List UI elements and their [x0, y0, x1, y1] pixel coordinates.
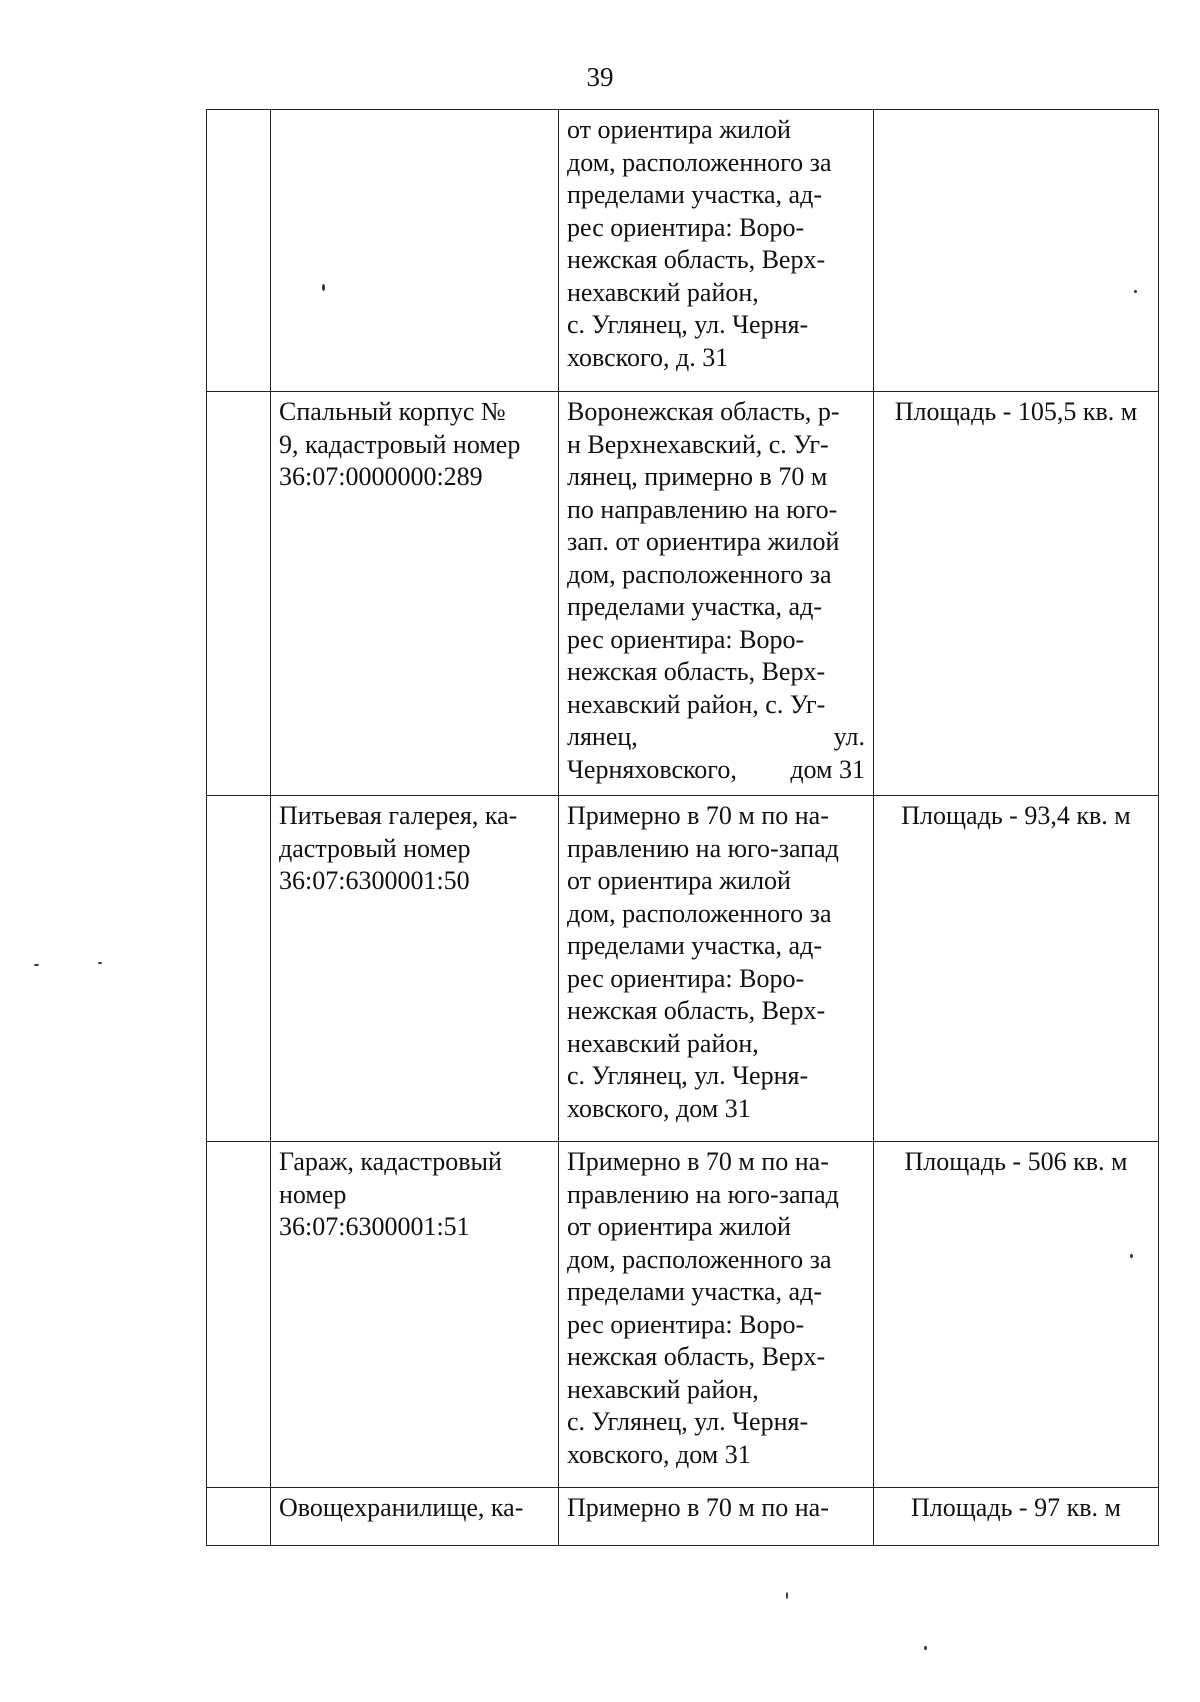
address-line: нежская область, Верх-	[567, 245, 826, 274]
address-line: нехавский район,	[567, 277, 759, 307]
cell-object-name	[271, 110, 559, 392]
address-line: правлению на юго-запад	[567, 833, 839, 863]
address-line: с. Углянец, ул. Черня-	[567, 1061, 809, 1090]
address-line: лянец, примерно в 70 м	[567, 462, 828, 491]
cell-object-name	[271, 796, 559, 1142]
property-table	[206, 109, 1159, 1546]
scan-speck	[34, 964, 39, 966]
address-line: дом, расположенного за	[567, 898, 832, 928]
cell-number	[207, 1142, 271, 1488]
address-word: лянец,	[567, 722, 638, 751]
object-name-line: 36:07:0000000:289	[279, 462, 483, 491]
object-name-line: 36:07:6300001:51	[279, 1212, 470, 1241]
address-line: Воронежская область, р-	[567, 397, 840, 426]
cell-address	[559, 1142, 874, 1488]
address-line: правлению на юго-запад	[567, 1179, 839, 1209]
address-line: дом, расположенного за	[567, 147, 832, 177]
cell-address	[559, 796, 874, 1142]
scan-speck	[1130, 1254, 1133, 1258]
address-line: от ориентира жилой	[567, 866, 791, 895]
cell-number	[207, 392, 271, 796]
address-line: пределами участка, ад-	[567, 931, 822, 960]
address-line: зап. от ориентира жилой	[567, 527, 840, 556]
address-word: дом 31	[790, 754, 865, 784]
cell-number	[207, 110, 271, 392]
scan-speck	[924, 1646, 927, 1650]
cell-address	[559, 110, 874, 392]
table-row	[207, 1488, 1159, 1546]
address-line: ховского, дом 31	[567, 1093, 751, 1123]
cell-characteristic: Площадь - 93,4 кв. м	[874, 796, 1159, 1142]
address-line	[567, 754, 865, 787]
cell-address	[559, 392, 874, 796]
cell-characteristic: Площадь - 105,5 кв. м	[874, 392, 1159, 796]
scan-speck	[322, 284, 325, 291]
address-line: нехавский район,	[567, 1374, 759, 1404]
object-name-line: номер	[279, 1179, 347, 1209]
table-row	[207, 796, 1159, 1142]
cell-object-name	[271, 1488, 559, 1546]
address-line: дом, расположенного за	[567, 1244, 832, 1274]
scan-speck	[98, 962, 102, 964]
address-line: Примерно в 70 м по на-	[567, 801, 829, 830]
cell-number	[207, 796, 271, 1142]
table-row	[207, 1142, 1159, 1488]
cell-characteristic	[874, 110, 1159, 392]
address-line: рес ориентира: Воро-	[567, 1309, 805, 1339]
address-line: с. Углянец, ул. Черня-	[567, 1407, 809, 1436]
address-line: от ориентира жилой	[567, 1212, 791, 1241]
cell-address	[559, 1488, 874, 1546]
address-line	[567, 721, 865, 754]
address-line: нехавский район, с. Уг-	[567, 689, 826, 719]
object-name-line: Овощехранилище, ка-	[279, 1493, 524, 1522]
address-word: ул.	[833, 722, 865, 751]
address-line: н Верхнехавский, с. Уг-	[567, 429, 829, 459]
address-line: по направлению на юго-	[567, 494, 838, 524]
cell-object-name	[271, 392, 559, 796]
address-line: от ориентира жилой	[567, 115, 791, 144]
address-line: ховского, дом 31	[567, 1439, 751, 1469]
object-name-line: Питьевая галерея, ка-	[279, 801, 518, 830]
address-line: пределами участка, ад-	[567, 1277, 822, 1306]
cell-characteristic: Площадь - 97 кв. м	[874, 1488, 1159, 1546]
address-line: с. Углянец, ул. Черня-	[567, 310, 809, 339]
address-line: Примерно в 70 м по на-	[567, 1147, 829, 1176]
object-name-line: Спальный корпус №	[279, 397, 506, 426]
address-line: Примерно в 70 м по на-	[567, 1493, 829, 1522]
address-line: нежская область, Верх-	[567, 657, 826, 686]
address-line: нежская область, Верх-	[567, 1342, 826, 1371]
address-line: рес ориентира: Воро-	[567, 624, 805, 654]
scan-speck	[1134, 290, 1137, 293]
address-line: рес ориентира: Воро-	[567, 963, 805, 993]
address-line: нежская область, Верх-	[567, 996, 826, 1025]
address-word: Черняховского,	[567, 754, 737, 784]
cell-number	[207, 1488, 271, 1546]
table-row	[207, 392, 1159, 796]
cell-object-name	[271, 1142, 559, 1488]
scan-speck	[786, 1592, 788, 1599]
address-line: пределами участка, ад-	[567, 592, 822, 621]
address-line: рес ориентира: Воро-	[567, 212, 805, 242]
address-line: дом, расположенного за	[567, 559, 832, 589]
object-name-line: 9, кадастровый номер	[279, 429, 521, 459]
address-line: нехавский район,	[567, 1028, 759, 1058]
object-name-line: Гараж, кадастровый	[279, 1147, 502, 1176]
page-number: 39	[586, 62, 614, 92]
address-line: ховского, д. 31	[567, 342, 729, 372]
object-name-line: дастровый номер	[279, 833, 471, 863]
object-name-line: 36:07:6300001:50	[279, 866, 470, 895]
cell-characteristic: Площадь - 506 кв. м	[874, 1142, 1159, 1488]
table-row	[207, 110, 1159, 392]
address-line: пределами участка, ад-	[567, 180, 822, 209]
